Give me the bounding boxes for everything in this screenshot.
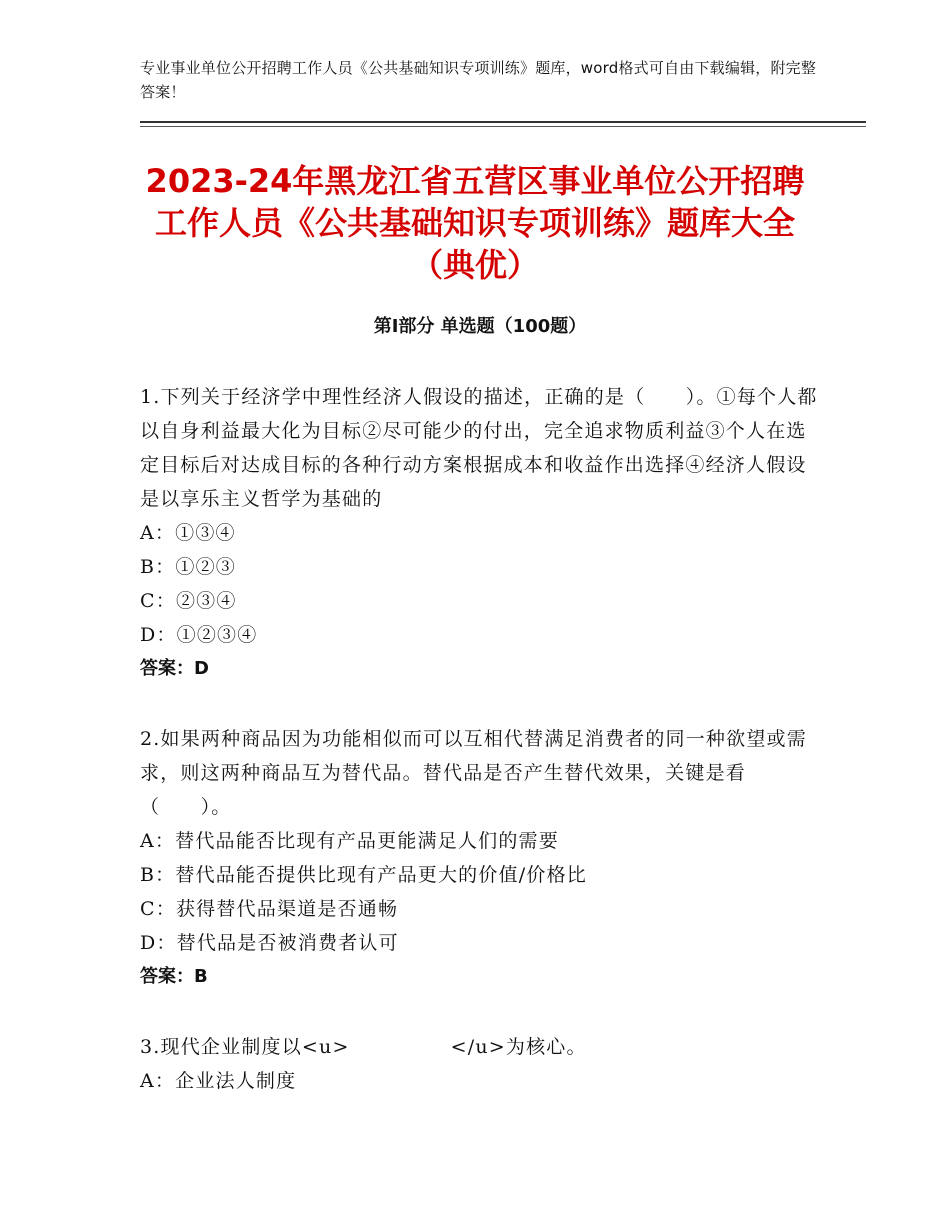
- option-b: B：替代品能否提供比现有产品更大的价值/价格比: [140, 864, 587, 886]
- header-note: 专业事业单位公开招聘工作人员《公共基础知识专项训练》题库，word格式可自由下载编辑，附完整答案！: [140, 59, 817, 101]
- section-heading: 第Ⅰ部分 单选题（100题）: [373, 316, 587, 337]
- question-stem: 3.现代企业制度以<u> </u>为核心。: [140, 1036, 587, 1058]
- option-a: A：替代品能否比现有产品更能满足人们的需要: [140, 830, 559, 852]
- option-a: A：①③④: [140, 522, 236, 544]
- option-d: D：①②③④: [140, 624, 258, 646]
- answer-label: 答案：D: [140, 658, 209, 679]
- option-a: A：企业法人制度: [140, 1070, 297, 1092]
- option-c: C：获得替代品渠道是否通畅: [140, 898, 399, 920]
- question-stem: 1.下列关于经济学中理性经济人假设的描述，正确的是（ ）。①每个人都以自身利益最大化为目标②尽可能少的付出，完全追求物质利益③个人在选定目标后对达成目标的各种行动方案根据成本和收益作出选择④经济人假设是以享乐主义哲学为基础的: [140, 386, 818, 510]
- question-2: [140, 722, 820, 994]
- document-title: 2023-24年黑龙江省五营区事业单位公开招聘工作人员《公共基础知识专项训练》题库大全（典优）: [145, 162, 805, 284]
- option-b: B：①②③: [140, 556, 236, 578]
- option-d: D：替代品是否被消费者认可: [140, 932, 399, 954]
- option-c: C：②③④: [140, 590, 237, 612]
- question-stem: 2.如果两种商品因为功能相似而可以互相代替满足消费者的同一种欲望或需求，则这两种商品互为替代品。替代品是否产生替代效果，关键是看（ ）。: [140, 728, 807, 818]
- question-3: [140, 1030, 820, 1098]
- question-1: [140, 380, 820, 686]
- answer-label: 答案：B: [140, 966, 208, 987]
- header-divider-thin: [140, 126, 866, 127]
- header-divider-thick: [140, 121, 866, 123]
